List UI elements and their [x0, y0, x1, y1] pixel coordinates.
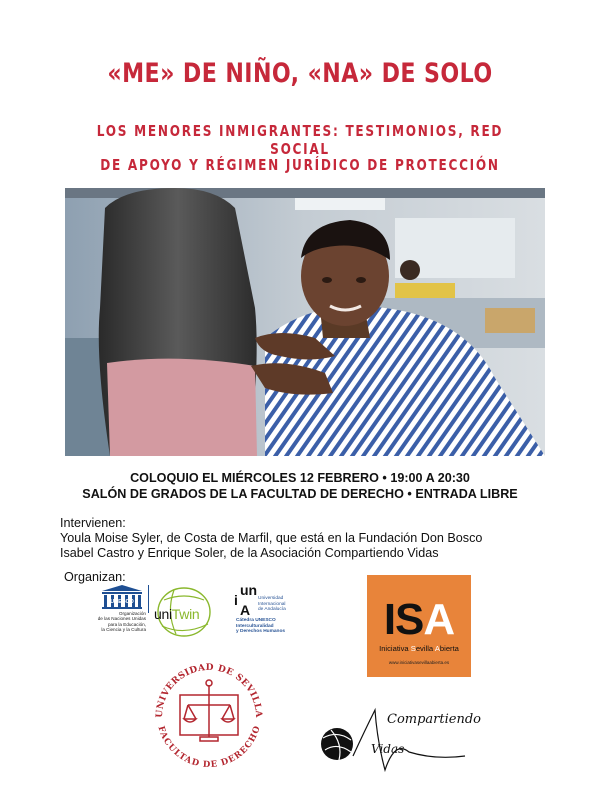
universidad-sevilla-seal: [150, 655, 268, 773]
unesco-description: Organización de las Naciones Unidas para la Educación, la Ciencia y la Cultura: [97, 611, 146, 633]
compartiendo-vidas-logo: [315, 700, 481, 780]
seal-top-text: UNIVERSIDAD DE SEVILLA: [154, 662, 264, 719]
speaker-line: Isabel Castro y Enrique Soler, de la Asociación Compartiendo Vidas: [60, 546, 439, 560]
scales-of-justice-icon: [180, 680, 238, 741]
isa-logo: [367, 575, 471, 677]
unesco-temple-icon: [80, 585, 152, 613]
vidas-word: Vidas: [371, 742, 405, 756]
subtitle-line-2: DE APOYO Y RÉGIMEN JURÍDICO DE PROTECCIÓN: [100, 156, 500, 174]
isa-url: www.iniciativasevillaabierta.es: [388, 660, 450, 665]
yarn-ball-icon: [321, 728, 353, 760]
subtitle-line-1: LOS MENORES INMIGRANTES: TESTIMONIOS, RED SOCIAL: [96, 122, 504, 158]
hero-photo: [65, 188, 545, 456]
catedra-unesco-logo: un i A Universidad Internacional de Andalucía Cátedra UNESCO Interculturalidad y Derechos Humanos: [234, 582, 286, 634]
unitwin-wordmark: uniTwin: [154, 606, 200, 622]
speakers-heading: Intervienen:: [60, 516, 126, 530]
speaker-line: Youla Moise Syler, de Costa de Marfil, que está en la Fundación Don Bosco: [60, 531, 483, 545]
organizers-label: Organizan:: [64, 570, 126, 584]
compartiendo-word: Compartiendo: [387, 712, 481, 727]
poster-title: «ME» DE NIÑO, «NA» DE SOLO: [107, 58, 493, 89]
seal-bottom-text: FACULTAD DE DERECHO: [155, 725, 263, 771]
unesco-wordmark: UNESCO: [110, 599, 134, 605]
unesco-logo: [80, 585, 152, 645]
event-datetime: COLOQUIO EL MIÉRCOLES 12 FEBRERO • 19:00 A 20:30: [130, 471, 470, 485]
unitwin-logo: [152, 584, 222, 640]
event-location: SALÓN DE GRADOS DE LA FACULTAD DE DERECHO • ENTRADA LIBRE: [82, 487, 518, 501]
isa-fullname: Iniciativa Sevilla Abierta: [379, 644, 459, 653]
isa-wordmark: ISA: [383, 595, 455, 644]
